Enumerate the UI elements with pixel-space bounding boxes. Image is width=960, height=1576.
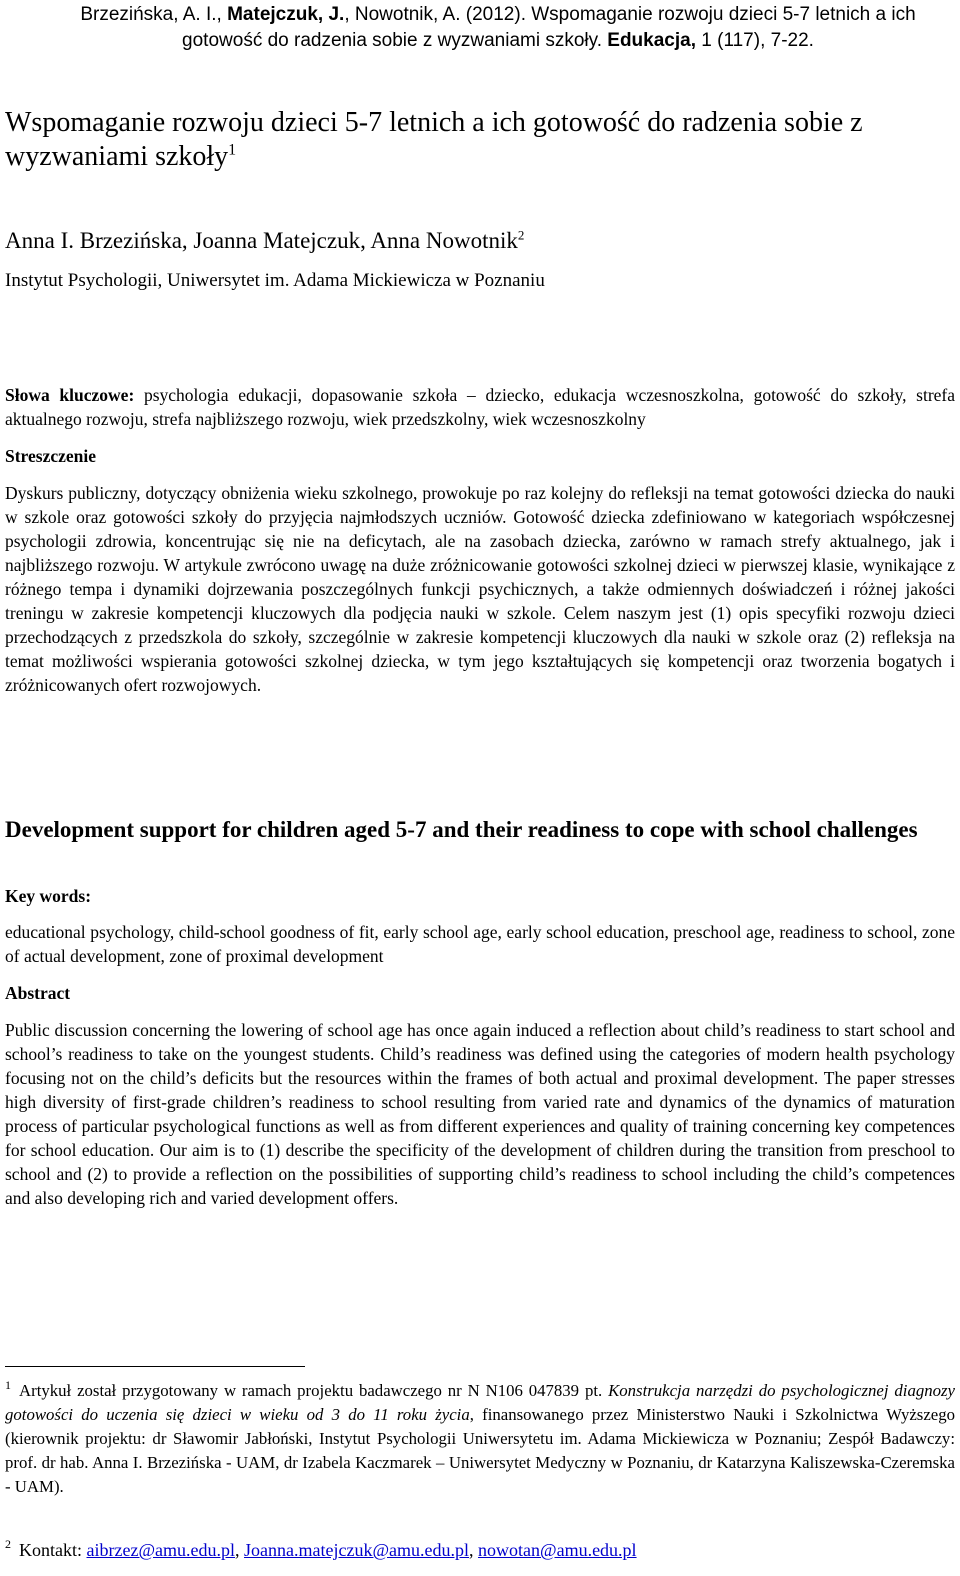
english-keywords-heading: Key words:: [5, 886, 92, 906]
polish-abstract-heading: Streszczenie: [5, 446, 97, 466]
footnote-2: [5, 1538, 955, 1562]
email-separator: ,: [469, 1540, 479, 1560]
footnote-ref-2[interactable]: 2: [517, 227, 525, 243]
author-list: [5, 226, 955, 256]
footnote-1-project-title: Konstrukcja narzędzi do psychologicznej diagnozy gotowości do uczenia się dzieci w wieku od 3 do 11 roku życia: [5, 1381, 955, 1424]
english-abstract-text: Public discussion concerning the lowering of school age has once again induced a reflection about child’s readiness to start school and school’s readiness to take on the youngest students. Child’s readiness was defined using the categories of modern health psychology focusing not on the child’s deficits but the resources within the frames of both actual and proximal development. The paper stresses high diversity of first-grade children’s readiness to school resulting from varied rate and dynamics of the dynamics of maturation process of particular psychological functions as well as from different experiences and quality of training concerning key competences for school education. Our aim is to (1) describe the specificity of the development of children during the transition from preschool to school and (2) to provide a reflection on the possibilities of supporting child’s readiness to school including the child’s competences and also developing rich and varied development offers.: [5, 1020, 955, 1208]
polish-keywords: [5, 383, 955, 431]
polish-title-text: Wspomaganie rozwoju dzieci 5-7 letnich a ich gotowość do radzenia sobie z wyzwaniami szkoły: [5, 107, 863, 172]
citation-bold-author: Matejczuk, J.: [227, 4, 345, 25]
affiliation: Instytut Psychologii, Uniwersytet im. Adama Mickiewicza w Poznaniu: [5, 270, 545, 291]
email-link-nowotnik[interactable]: nowotan@amu.edu.pl: [478, 1540, 637, 1560]
footnote-2-label: Kontakt:: [19, 1540, 87, 1560]
citation-journal: Edukacja,: [607, 30, 696, 51]
footnote-divider: [5, 1366, 305, 1367]
english-keywords-text: educational psychology, child-school goodness of fit, early school age, early school education, preschool age, readiness to school, zone of actual development, zone of proximal development: [5, 922, 955, 966]
citation: [40, 2, 956, 54]
footnote-1-text-b: , finansowanego przez Ministerstwo Nauki i Szkolnictwa Wyższego (kierownik projektu: dr Sławomir Jabłoński, Instytut Psychologii Uniwersytetu im. Adama Mickiewicza w Poznaniu; Zespół Badawczy: prof. dr hab. Anna I. Brzezińska - UAM, dr Izabela Kaczmarek – Uniwersytet Medyczny w Poznaniu, dr Katarzyna Kaliszewska-Czeremska - UAM).: [5, 1405, 956, 1496]
polish-keywords-label: Słowa kluczowe:: [5, 385, 135, 405]
citation-authors: Brzezińska, A. I.,: [80, 4, 228, 25]
email-link-matejczuk[interactable]: Joanna.matejczuk@amu.edu.pl: [244, 1540, 470, 1560]
english-title: Development support for children aged 5-7 and their readiness to cope with school challenges: [5, 817, 918, 842]
polish-title: [5, 106, 955, 174]
email-separator: ,: [235, 1540, 245, 1560]
footnote-1-number: 1: [5, 1378, 11, 1392]
polish-abstract-text: Dyskurs publiczny, dotyczący obniżenia wieku szkolnego, prowokuje po raz kolejny do refleksji na temat gotowości dziecka do nauki w szkole oraz gotowości szkoły do przyjęcia najmłodszych uczniów. Gotowość dziecka zdefiniowano w kategoriach współczesnej psychologii zdrowia, koncentrując się nie na deficytach, ale na zasobach dziecka, zarówno w ramach strefy aktualnego, jak i najbliższego rozwoju. W artykule zwrócono uwagę na duże zróżnicowanie gotowości szkolnej dzieci w pierwszej klasie, wynikające z różnego tempa i dynamiki dojrzewania poszczególnych funkcji psychicznych, a także odmiennych doświadczeń i różnej jakości treningu w zakresie kompetencji kluczowych dla podjęcia nauki w szkole. Celem naszym jest (1) opis specyfiki rozwoju dzieci przechodzących z przedszkola do szkoły, szczególnie w zakresie kompetencji kluczowych dla nauki w szkole oraz (2) refleksja na temat możliwości wspierania gotowości szkolnej dziecka, w tym jego kształtujących się kompetencji oraz tworzenia bogatych i zróżnicowanych ofert rozwojowych.: [5, 483, 955, 695]
polish-keywords-text: psychologia edukacji, dopasowanie szkoła – dziecko, edukacja wczesnoszkolna, gotowość do szkoły, strefa aktualnego rozwoju, strefa najbliższego rozwoju, wiek przedszkolny, wiek wczesnoszkolny: [5, 385, 956, 429]
footnote-2-number: 2: [5, 1537, 11, 1551]
citation-rest: , Nowotnik, A. (2012). Wspomaganie rozwoju dzieci 5-7 letnich a ich gotowość do radzenia sobie z wyzwaniami szkoły.: [182, 4, 916, 51]
citation-issue: 1 (117), 7-22.: [696, 30, 814, 51]
author-names: Anna I. Brzezińska, Joanna Matejczuk, Anna Nowotnik: [5, 228, 518, 253]
footnote-1-text-a: Artykuł został przygotowany w ramach projektu badawczego nr N N106 047839 pt.: [19, 1381, 609, 1400]
email-link-brzezinska[interactable]: aibrzez@amu.edu.pl: [86, 1540, 236, 1560]
footnote-ref-1[interactable]: 1: [228, 141, 237, 159]
footnote-1: [5, 1379, 955, 1499]
english-abstract-heading: Abstract: [5, 983, 71, 1003]
